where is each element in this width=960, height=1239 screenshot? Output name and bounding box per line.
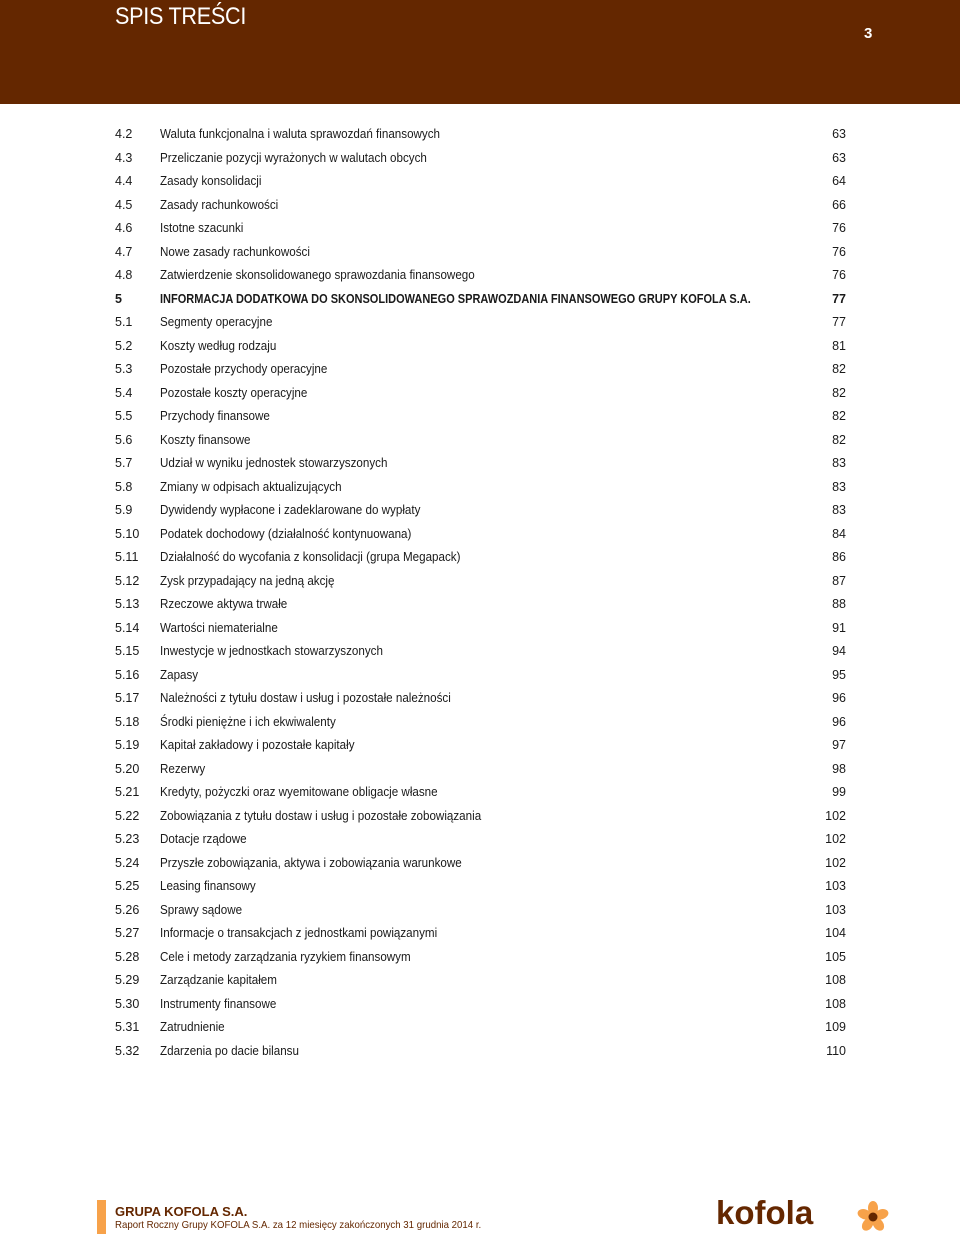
toc-entry-number: 5.12 <box>115 573 140 588</box>
toc-entry-title[interactable]: Koszty finansowe <box>160 432 251 447</box>
toc-entry-page: 91 <box>832 620 846 635</box>
toc-entry-title[interactable]: Instrumenty finansowe <box>160 996 277 1011</box>
toc-entry[interactable] <box>0 593 960 617</box>
toc-entry-page: 81 <box>832 338 846 353</box>
toc-entry[interactable] <box>0 758 960 782</box>
toc-entry-page: 82 <box>832 409 846 423</box>
toc-entry-number: 4.3 <box>115 150 133 165</box>
toc-entry-number: 5.20 <box>115 761 140 776</box>
toc-entry-title[interactable]: Sprawy sądowe <box>160 902 243 917</box>
toc-entry[interactable] <box>0 969 960 993</box>
kofola-flower-icon <box>856 1200 890 1234</box>
toc-entry-number: 5.26 <box>115 902 140 917</box>
toc-entry-title[interactable]: Cele i metody zarządzania ryzykiem finansowym <box>160 949 411 964</box>
toc-entry-number: 5.30 <box>115 996 140 1011</box>
toc-entry-number: 5.10 <box>115 526 140 541</box>
toc-entry-number: 5.27 <box>115 926 140 940</box>
toc-entry-title[interactable]: Działalność do wycofania z konsolidacji (grupa Megapack) <box>160 550 461 564</box>
toc-entry[interactable] <box>0 170 960 194</box>
toc-entry[interactable] <box>0 335 960 359</box>
page-title: SPIS TREŚCI <box>115 3 247 30</box>
toc-entry-page: 97 <box>832 738 846 752</box>
footer-report-title: Raport Roczny Grupy KOFOLA S.A. za 12 miesięcy zakończonych 31 grudnia 2014 r. <box>115 1219 482 1231</box>
toc-entry-title[interactable]: Zysk przypadający na jedną akcję <box>160 573 335 588</box>
toc-entry-number: 5.14 <box>115 620 140 635</box>
toc-entry-title[interactable]: Zasady rachunkowości <box>160 197 279 212</box>
toc-entry-title[interactable]: Istotne szacunki <box>160 221 244 235</box>
toc-entry[interactable] <box>0 476 960 500</box>
toc-entry-number: 5 <box>115 291 122 306</box>
toc-entry-number: 5.18 <box>115 714 140 729</box>
toc-entry-page: 99 <box>832 785 846 799</box>
toc-entry-number: 5.22 <box>115 808 140 823</box>
toc-entry-page: 98 <box>832 761 846 776</box>
page-number: 3 <box>864 25 873 42</box>
toc-entry[interactable] <box>0 429 960 453</box>
toc-entry[interactable] <box>0 617 960 641</box>
footer-accent-bar <box>97 1200 106 1234</box>
toc-entry-title[interactable]: Zasady konsolidacji <box>160 174 262 188</box>
toc-entry-number: 5.17 <box>115 691 140 705</box>
toc-entry-title[interactable]: Zobowiązania z tytułu dostaw i usług i pozostałe zobowiązania <box>160 808 482 823</box>
toc-entry-title[interactable]: Zapasy <box>160 667 199 682</box>
toc-entry-title[interactable]: Pozostałe koszty operacyjne <box>160 385 308 400</box>
toc-entry[interactable] <box>0 993 960 1017</box>
toc-entry-number: 5.32 <box>115 1043 140 1058</box>
toc-entry-number: 4.8 <box>115 268 133 282</box>
toc-entry[interactable] <box>0 311 960 335</box>
toc-entry-title[interactable]: Rzeczowe aktywa trwałe <box>160 597 288 611</box>
toc-entry-number: 5.8 <box>115 479 133 494</box>
toc-entry-number: 5.29 <box>115 973 140 987</box>
toc-entry-title[interactable]: Kredyty, pożyczki oraz wyemitowane obligacje własne <box>160 785 438 799</box>
toc-entry-number: 5.28 <box>115 949 140 964</box>
toc-entry-number: 5.11 <box>115 550 139 564</box>
toc-entry[interactable] <box>0 640 960 664</box>
toc-entry-page: 66 <box>832 197 846 212</box>
toc-entry-page: 108 <box>825 973 846 987</box>
page-header <box>0 0 960 104</box>
toc-entry-page: 63 <box>832 127 846 141</box>
toc-entry-number: 5.13 <box>115 597 140 611</box>
toc-entry-number: 4.2 <box>115 127 133 141</box>
toc-entry-title[interactable]: Zmiany w odpisach aktualizujących <box>160 479 342 494</box>
toc-entry[interactable] <box>0 123 960 147</box>
toc-entry-page: 108 <box>825 996 846 1011</box>
toc-entry[interactable] <box>0 734 960 758</box>
toc-entry-page: 63 <box>832 150 846 165</box>
toc-entry-page: 104 <box>825 926 846 940</box>
toc-entry-title[interactable]: Koszty według rodzaju <box>160 338 277 353</box>
toc-entry[interactable] <box>0 288 960 312</box>
toc-entry-number: 5.31 <box>115 1020 140 1034</box>
toc-entry[interactable] <box>0 781 960 805</box>
toc-entry-title[interactable]: Zarządzanie kapitałem <box>160 973 277 987</box>
toc-entry-title[interactable]: Zatrudnienie <box>160 1020 225 1034</box>
toc-entry-page: 102 <box>825 855 846 870</box>
toc-entry[interactable] <box>0 217 960 241</box>
toc-entry[interactable] <box>0 382 960 406</box>
toc-entry[interactable] <box>0 899 960 923</box>
toc-entry-page: 83 <box>832 479 846 494</box>
toc-entry-title[interactable]: Udział w wyniku jednostek stowarzyszonych <box>160 456 388 470</box>
toc-entry-title[interactable]: Waluta funkcjonalna i waluta sprawozdań finansowych <box>160 127 441 141</box>
toc-entry-page: 103 <box>825 902 846 917</box>
toc-entry-title[interactable]: Przeliczanie pozycji wyrażonych w walutach obcych <box>160 150 427 165</box>
toc-entry[interactable] <box>0 852 960 876</box>
toc-entry-page: 76 <box>832 244 846 259</box>
toc-entry-number: 5.5 <box>115 409 133 423</box>
toc-entry-title[interactable]: Nowe zasady rachunkowości <box>160 244 310 259</box>
toc-entry-number: 5.7 <box>115 456 133 470</box>
toc-entry[interactable] <box>0 147 960 171</box>
toc-entry-page: 94 <box>832 644 846 658</box>
toc-entry-number: 5.24 <box>115 855 140 870</box>
toc-entry-page: 64 <box>832 174 846 188</box>
toc-entry-page: 77 <box>832 315 846 329</box>
toc-entry[interactable] <box>0 194 960 218</box>
toc-entry[interactable] <box>0 1016 960 1040</box>
toc-entry-page: 102 <box>825 832 846 846</box>
toc-entry-title[interactable]: Przychody finansowe <box>160 409 270 423</box>
toc-entry-title[interactable]: Należności z tytułu dostaw i usług i pozostałe należności <box>160 691 451 705</box>
toc-entry-number: 5.6 <box>115 432 133 447</box>
toc-entry-page: 86 <box>832 550 846 564</box>
toc-entry-page: 77 <box>832 291 846 306</box>
toc-entry-number: 5.2 <box>115 338 133 353</box>
toc-entry[interactable] <box>0 664 960 688</box>
toc-entry-page: 84 <box>832 526 846 541</box>
toc-entry-title[interactable]: Inwestycje w jednostkach stowarzyszonych <box>160 644 383 658</box>
toc-entry-number: 5.3 <box>115 362 133 376</box>
logo-wordmark: kofola <box>716 1194 814 1231</box>
toc-entry-page: 76 <box>832 268 846 282</box>
toc-entry-number: 5.1 <box>115 315 133 329</box>
toc-entry-page: 82 <box>832 432 846 447</box>
toc-entry[interactable] <box>0 922 960 946</box>
toc-entry-page: 88 <box>832 597 846 611</box>
toc-entry-page: 96 <box>832 691 846 705</box>
toc-entry-page: 82 <box>832 362 846 376</box>
toc-entry-number: 5.15 <box>115 644 140 658</box>
toc-entry-page: 83 <box>832 456 846 470</box>
toc-entry-number: 5.16 <box>115 667 140 682</box>
toc-entry-title[interactable]: Leasing finansowy <box>160 879 256 893</box>
toc-entry-number: 5.4 <box>115 385 133 400</box>
toc-entry-number: 5.9 <box>115 503 133 517</box>
toc-entry-title[interactable]: Segmenty operacyjne <box>160 315 273 329</box>
toc-entry-page: 105 <box>825 949 846 964</box>
toc-entry-title[interactable]: Rezerwy <box>160 761 206 776</box>
toc-entry[interactable] <box>0 805 960 829</box>
kofola-logo <box>716 1194 891 1236</box>
toc-entry-page: 96 <box>832 714 846 729</box>
toc-entry-number: 5.21 <box>115 785 140 799</box>
toc-entry-number: 5.23 <box>115 832 140 846</box>
toc-entry[interactable] <box>0 405 960 429</box>
toc-entry-page: 76 <box>832 221 846 235</box>
toc-entry[interactable] <box>0 828 960 852</box>
toc-entry[interactable] <box>0 358 960 382</box>
toc-entry-page: 87 <box>832 573 846 588</box>
toc-entry[interactable] <box>0 241 960 265</box>
toc-entry-number: 4.6 <box>115 221 133 235</box>
toc-entry-page: 95 <box>832 667 846 682</box>
toc-entry[interactable] <box>0 1040 960 1064</box>
toc-entry[interactable] <box>0 711 960 735</box>
toc-entry-page: 102 <box>825 808 846 823</box>
toc-entry-title[interactable]: Dywidendy wypłacone i zadeklarowane do wypłaty <box>160 503 421 517</box>
footer-company-name: GRUPA KOFOLA S.A. <box>115 1204 248 1219</box>
toc-entry-title[interactable]: Pozostałe przychody operacyjne <box>160 362 328 376</box>
toc-entry-title[interactable]: Informacje o transakcjach z jednostkami powiązanymi <box>160 926 438 940</box>
toc-entry-page: 110 <box>826 1043 846 1058</box>
toc-entry-page: 82 <box>832 385 846 400</box>
toc-entry-page: 109 <box>825 1020 846 1034</box>
toc-entry[interactable] <box>0 264 960 288</box>
toc-entry-number: 5.19 <box>115 738 140 752</box>
toc-entry[interactable] <box>0 546 960 570</box>
toc-entry-number: 4.5 <box>115 197 133 212</box>
toc-entry-title[interactable]: Podatek dochodowy (działalność kontynuowana) <box>160 526 412 541</box>
toc-entry-title[interactable]: Przyszłe zobowiązania, aktywa i zobowiązania warunkowe <box>160 855 462 870</box>
toc-entry-title[interactable]: INFORMACJA DODATKOWA DO SKONSOLIDOWANEGO SPRAWOZDANIA FINANSOWEGO GRUPY KOFOLA S.A. <box>160 291 751 306</box>
toc-entry-title[interactable]: Wartości niematerialne <box>160 620 278 635</box>
toc-entry[interactable] <box>0 946 960 970</box>
toc-entry[interactable] <box>0 499 960 523</box>
toc-entry-title[interactable]: Kapitał zakładowy i pozostałe kapitały <box>160 738 355 752</box>
toc-entry[interactable] <box>0 875 960 899</box>
toc-entry[interactable] <box>0 452 960 476</box>
table-of-contents <box>0 123 960 1063</box>
toc-entry-page: 103 <box>825 879 846 893</box>
toc-entry[interactable] <box>0 570 960 594</box>
toc-entry-number: 4.4 <box>115 174 133 188</box>
toc-entry[interactable] <box>0 687 960 711</box>
toc-entry-title[interactable]: Zdarzenia po dacie bilansu <box>160 1043 299 1058</box>
toc-entry-page: 83 <box>832 503 846 517</box>
toc-entry[interactable] <box>0 523 960 547</box>
toc-entry-title[interactable]: Środki pieniężne i ich ekwiwalenty <box>160 714 336 729</box>
toc-entry-title[interactable]: Zatwierdzenie skonsolidowanego sprawozdania finansowego <box>160 268 475 282</box>
toc-entry-number: 5.25 <box>115 879 140 893</box>
toc-entry-number: 4.7 <box>115 244 133 259</box>
toc-entry-title[interactable]: Dotacje rządowe <box>160 832 247 846</box>
